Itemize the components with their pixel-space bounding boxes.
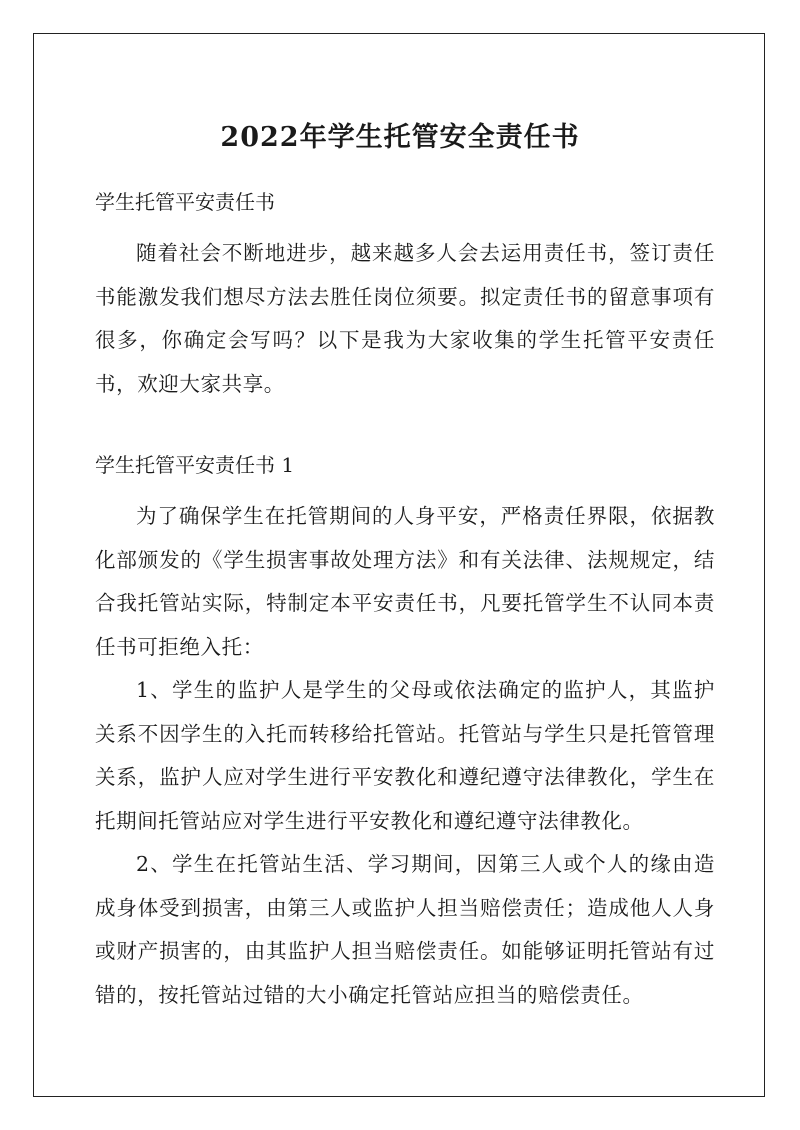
body-paragraph-preamble: 为了确保学生在托管期间的人身平安，严格责任界限，依据教化部颁发的《学生损害事故处理方法》和有关法律、法规规定，结合我托管站实际，特制定本平安责任书，凡要托管学生不认同本责任书可拒绝入托： bbox=[95, 504, 715, 659]
body-paragraph-clause-2: 2、学生在托管站生活、学习期间，因第三人或个人的缘由造成身体受到损害，由第三人或监护人担当赔偿责任；造成他人人身或财产损害的，由其监护人担当赔偿责任。如能够证明托管站有过错的，按托管站过错的大小确定托管站应担当的赔偿责任。 bbox=[95, 852, 715, 1007]
body-paragraph-clause-1: 1、学生的监护人是学生的父母或依法确定的监护人，其监护关系不因学生的入托而转移给托管站。托管站与学生只是托管管理关系，监护人应对学生进行平安教化和遵纪遵守法律教化，学生在托期间托管站应对学生进行平安教化和遵纪遵守法律教化。 bbox=[95, 678, 715, 833]
document-body bbox=[95, 185, 715, 1017]
intro-paragraph: 随着社会不断地进步，越来越多人会去运用责任书，签订责任书能激发我们想尽方法去胜任岗位须要。拟定责任书的留意事项有很多，你确定会写吗？以下是我为大家收集的学生托管平安责任书，欢迎大家共享。 bbox=[95, 241, 715, 396]
intro-heading: 学生托管平安责任书 bbox=[95, 190, 275, 214]
section-heading: 学生托管平安责任书 1 bbox=[95, 453, 295, 477]
document-title: 2022年学生托管安全责任书 bbox=[220, 122, 580, 154]
